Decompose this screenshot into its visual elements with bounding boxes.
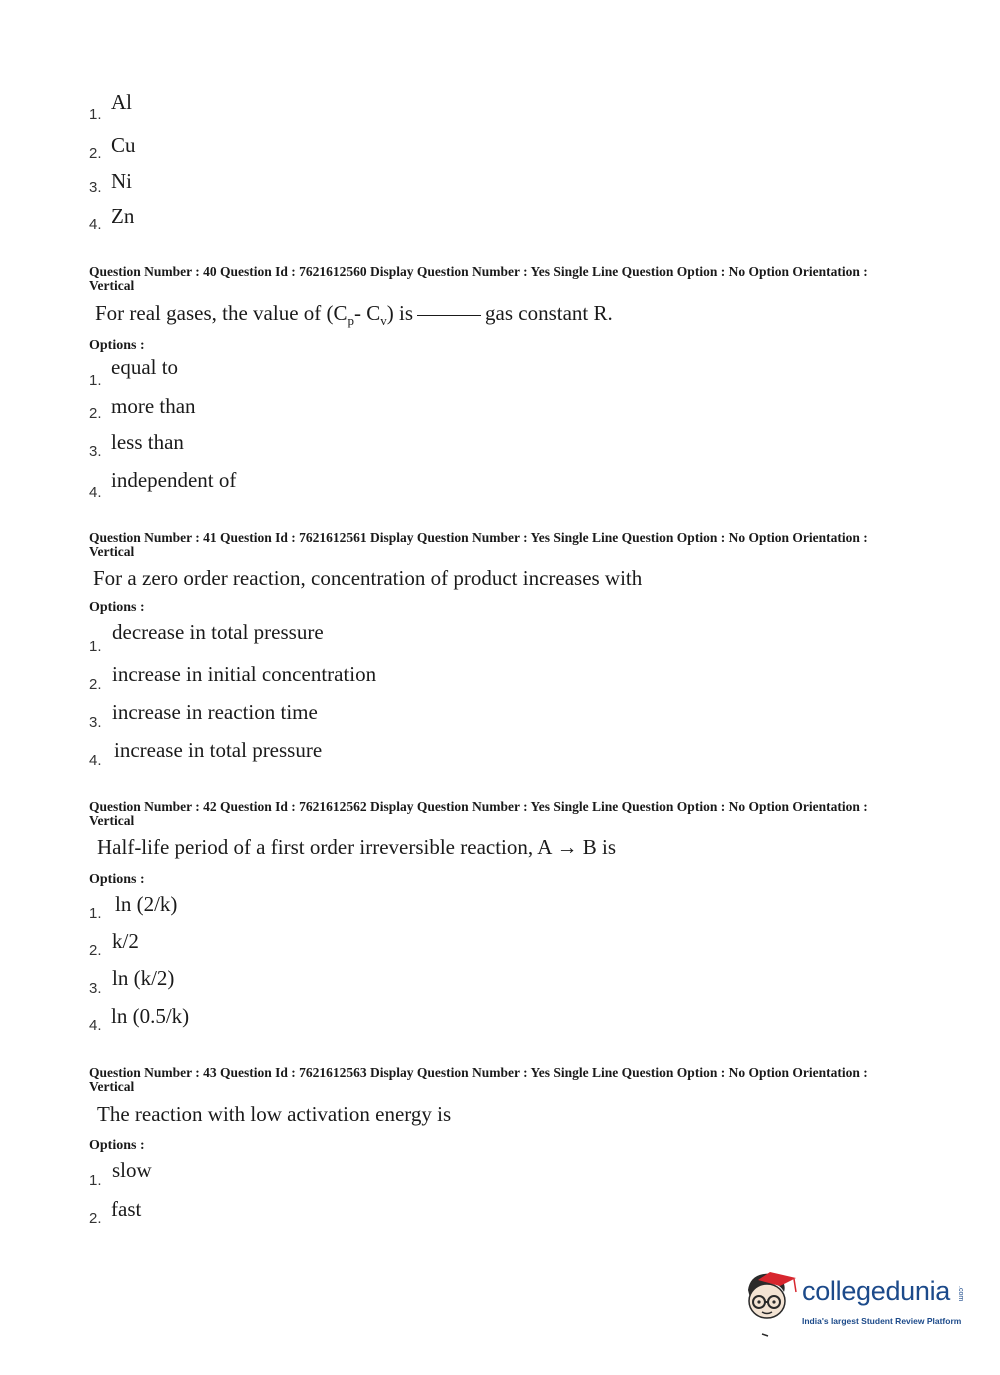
option-text: slow: [112, 1158, 152, 1182]
question-meta-40: Question Number : 40 Question Id : 7621612560 Display Question Number : Yes Single Line Question Option : No Option Orientation : Vertical: [89, 264, 868, 293]
option-text: Al: [111, 90, 132, 114]
options-label: Options :: [89, 872, 145, 887]
question-meta-43: Question Number : 43 Question Id : 7621612563 Display Question Number : Yes Single Line Question Option : No Option Orientation : Vertical: [89, 1065, 868, 1094]
question-meta-41: Question Number : 41 Question Id : 7621612561 Display Question Number : Yes Single Line Question Option : No Option Orientation : Vertical: [89, 530, 868, 559]
options-label: Options :: [89, 600, 145, 615]
option-number: 1.: [89, 106, 102, 123]
option-number: 1.: [89, 1172, 102, 1189]
option-text: increase in initial concentration: [112, 662, 377, 686]
option-number: 3.: [89, 443, 102, 460]
option-number: 3.: [89, 179, 102, 196]
subscript-v: v: [380, 313, 387, 329]
option-number: 2.: [89, 942, 102, 959]
option-number: 4.: [89, 1017, 102, 1034]
option-number: 1.: [89, 372, 102, 389]
option-text: more than: [111, 394, 196, 418]
option-text: Ni: [111, 169, 132, 193]
option-number: 2.: [89, 676, 102, 693]
stem-part: - C: [354, 301, 381, 325]
option-text: Cu: [111, 133, 136, 157]
question-stem-41: For a zero order reaction, concentration of product increases with: [93, 566, 643, 590]
option-text: fast: [111, 1197, 142, 1221]
option-text: ln (0.5/k): [111, 1004, 190, 1028]
options-label: Options :: [89, 338, 145, 353]
option-text: ln (k/2): [112, 966, 175, 990]
option-text: increase in reaction time: [112, 700, 318, 724]
option-text: increase in total pressure: [114, 738, 323, 762]
student-mascot-icon: [740, 1268, 800, 1340]
question-meta-42: Question Number : 42 Question Id : 7621612562 Display Question Number : Yes Single Line Question Option : No Option Orientation : Vertical: [89, 799, 868, 828]
question-stem-40: [95, 301, 613, 329]
option-number: 3.: [89, 980, 102, 997]
stem-part: gas constant R.: [485, 301, 613, 325]
stem-part: ) is: [386, 301, 414, 325]
stem-part: For real gases, the value of (C: [95, 301, 348, 325]
option-text: equal to: [111, 355, 179, 379]
option-number: 2.: [89, 405, 102, 422]
option-number: 1.: [89, 638, 102, 655]
option-text: k/2: [112, 929, 139, 953]
answer-blank: [417, 315, 481, 316]
question-stem-43: The reaction with low activation energy is: [97, 1102, 452, 1126]
question-stem-42: Half-life period of a first order irreversible reaction, A → B is: [97, 835, 616, 859]
options-label: Options :: [89, 1138, 145, 1153]
option-number: 4.: [89, 752, 102, 769]
logo-wordmark: collegedunia: [802, 1276, 951, 1306]
option-text: Zn: [111, 204, 135, 228]
option-number: 2.: [89, 1210, 102, 1227]
option-text: independent of: [111, 468, 237, 492]
option-text: ln (2/k): [115, 892, 178, 916]
subscript-p: p: [347, 313, 355, 329]
option-number: 4.: [89, 216, 102, 233]
option-number: 2.: [89, 145, 102, 162]
option-text: decrease in total pressure: [112, 620, 324, 644]
option-number: 4.: [89, 484, 102, 501]
logo-tagline: India's largest Student Review Platform: [802, 1316, 962, 1326]
logo-suffix: .com: [957, 1286, 964, 1302]
option-number: 1.: [89, 905, 102, 922]
option-number: 3.: [89, 714, 102, 731]
option-text: less than: [111, 430, 184, 454]
collegedunia-logo[interactable]: [740, 1268, 970, 1340]
